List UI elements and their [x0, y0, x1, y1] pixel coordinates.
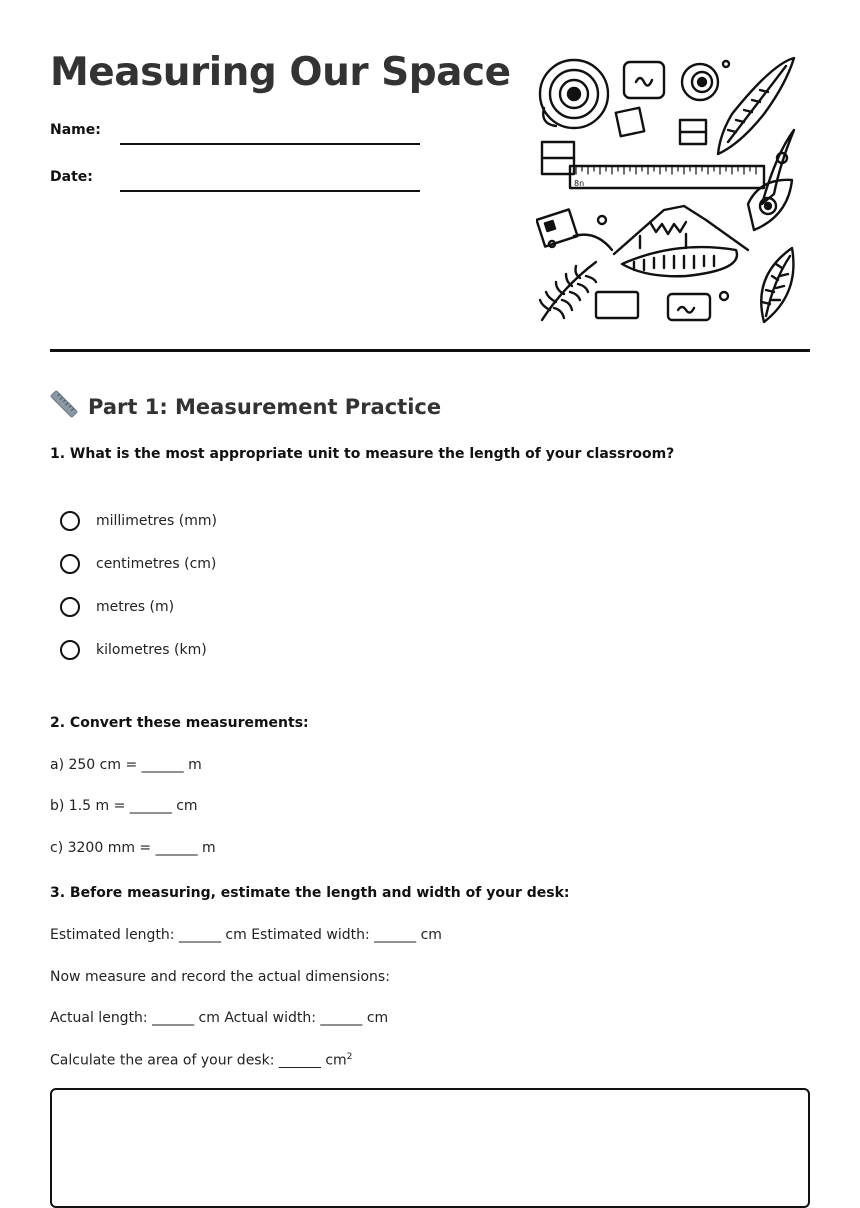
instruction-text: Now measure and record the actual dimensions:	[50, 969, 390, 985]
working-area-box[interactable]	[50, 1088, 810, 1208]
option-label: metres (m)	[96, 599, 175, 615]
feather-icon	[718, 58, 794, 154]
section-heading	[50, 390, 441, 423]
conversion-item-a: a) 250 cm = ______ m	[50, 757, 202, 773]
option-label: kilometres (km)	[96, 642, 207, 658]
area-line	[50, 1052, 352, 1069]
option-metres[interactable]	[60, 597, 174, 617]
ruler-icon	[570, 166, 764, 188]
radio-button[interactable]	[60, 597, 80, 617]
actual-line: Actual length: ______ cm Actual width: ______ cm	[50, 1010, 389, 1026]
page-title: Measuring Our Space	[50, 50, 511, 95]
date-field[interactable]	[120, 190, 420, 192]
question-1: 1. What is the most appropriate unit to measure the length of your classroom?	[50, 446, 675, 462]
date-label: Date:	[50, 169, 93, 185]
name-field[interactable]	[120, 143, 420, 145]
header-illustration	[536, 54, 800, 326]
conversion-item-c: c) 3200 mm = ______ m	[50, 840, 216, 856]
leaf-icon	[761, 248, 793, 322]
radio-button[interactable]	[60, 511, 80, 531]
option-kilometres[interactable]	[60, 640, 207, 660]
radio-button[interactable]	[60, 640, 80, 660]
option-centimetres[interactable]	[60, 554, 216, 574]
fern-icon	[540, 262, 596, 320]
option-millimetres[interactable]	[60, 511, 217, 531]
option-label: centimetres (cm)	[96, 556, 217, 572]
area-text: Calculate the area of your desk: ______ cm	[50, 1052, 347, 1069]
section-heading-text: Part 1: Measurement Practice	[88, 394, 442, 419]
name-label: Name:	[50, 122, 101, 138]
estimate-line: Estimated length: ______ cm Estimated width: ______ cm	[50, 927, 442, 943]
header-divider	[50, 349, 810, 352]
area-unit-superscript: 2	[346, 1052, 353, 1062]
koru-spiral-icon	[540, 60, 608, 128]
svg-text:8n: 8n	[574, 179, 585, 188]
option-label: millimetres (mm)	[96, 513, 217, 529]
radio-button[interactable]	[60, 554, 80, 574]
conversion-item-b: b) 1.5 m = ______ cm	[50, 798, 198, 814]
question-2: 2. Convert these measurements:	[50, 715, 309, 731]
question-3: 3. Before measuring, estimate the length and width of your desk:	[50, 885, 570, 901]
mountain-icon	[614, 206, 748, 276]
ruler-icon	[50, 390, 78, 423]
